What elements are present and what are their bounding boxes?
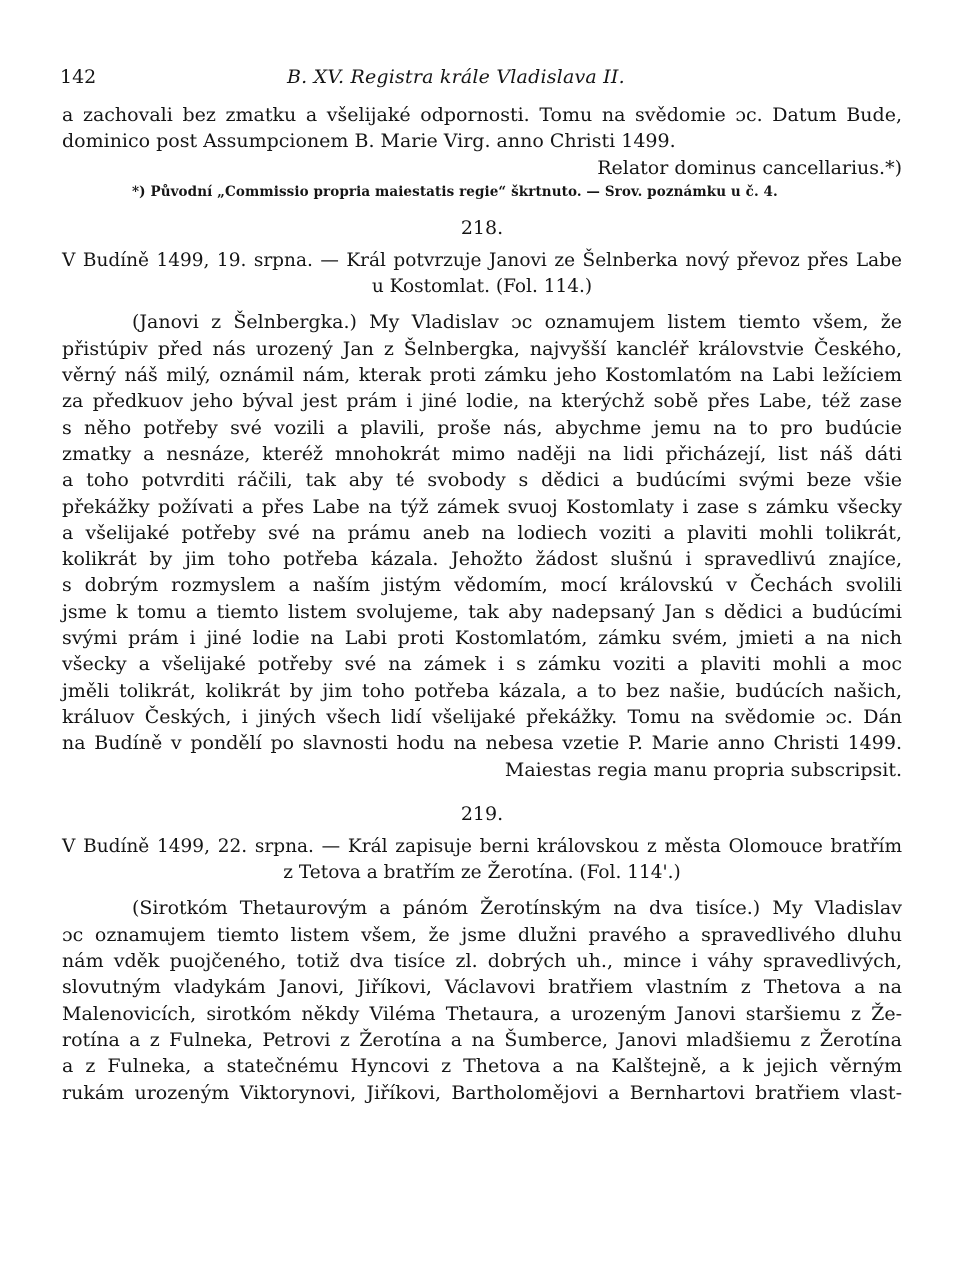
body-line: a z Fulneka, a statečnému Hyncovi z Thetova a na Kalštejně, a k jejich věrným [62, 1055, 902, 1078]
regest [62, 834, 902, 887]
body-line: jsme k tomu a tiemto listem svolujeme, tak aby nadepsaný Jan s dědici a budúcími [62, 600, 902, 623]
body-line: za předkuov jeho býval jest prám i jiné lodie, na kterýchž sobě přes Labe, též zase [62, 390, 902, 413]
body-line: ɔc oznamujem tiemto listem všem, že jsme dlužni pravého a spravedlivého dluhu [62, 923, 902, 946]
body-line: slovutným vladykám Janovi, Jiříkovi, Václavovi bratřiem vlastním z Thetova a na [62, 976, 902, 999]
body-line: věrný náš milý, oznámil nám, kterak proti zámku jeho Kostomlatóm na Labi ležíciem [62, 364, 902, 387]
body-line: králuov Českých, i jiných všech lidí všelijaké překážky. Tomu na svědomie ɔc. Dán [62, 705, 902, 728]
section-continuation [62, 102, 902, 203]
book-page [62, 60, 902, 1106]
regest-line: z Tetova a bratřím ze Žerotína. (Fol. 114'.) [283, 862, 681, 884]
body-line: (Sirotkóm Thetaurovým a pánóm Žerotínským na dva tisíce.) My Vladislav [132, 897, 902, 920]
regest-line: V Budíně 1499, 19. srpna. — Král potvrzuje Janovi ze Šelnberka nový převoz přes Labe [62, 249, 902, 271]
document-number: 219. [460, 802, 504, 825]
body-line: svými prám i jiné lodie na Labi proti Kostomlatóm, zámku svém, jmieti a na nich [62, 627, 902, 650]
relator-line: Relator dominus cancellarius.*) [597, 156, 902, 179]
body-line: na Budíně v pondělí po slavnosti hodu na nebesa vzetie P. Marie anno Christi 1499. [62, 732, 902, 755]
regest [62, 248, 902, 301]
body-line: a všelijaké potřeby své na prámu aneb na lodiech voziti a plaviti mohli tolikrát, [62, 521, 902, 544]
body-line: a zachovali bez zmatku a všelijaké odpornosti. Tomu na svědomie ɔc. Datum Bude, [62, 104, 902, 126]
regest-line: V Budíně 1499, 22. srpna. — Král zapisuje berni královskou z města Olomouce bratřím [62, 835, 902, 857]
body-line: rukám urozeným Viktorynovi, Jiříkovi, Bartholomějovi a Bernhartovi bratřiem vlast- [62, 1081, 902, 1104]
page-number: 142 [60, 66, 97, 88]
body-line: rotína a z Fulneka, Petrovi z Žerotína a na Šumberce, Janovi mladšiemu z Žerotína [62, 1028, 902, 1051]
regest-line: u Kostomlat. (Fol. 114.) [371, 276, 593, 298]
document-text [62, 309, 902, 782]
body-line: s něho potřeby své vozili a plavili, proše nás, abychme jemu na to pro budúcie [62, 416, 902, 439]
body-line: všecky a všelijaké potřeby své na zámek i s zámku voziti a plaviti mohli a moc [62, 653, 902, 676]
document-219 [62, 801, 902, 1106]
body-line: (Janovi z Šelnbergka.) My Vladislav ɔc oznamujem listem tiemto všem, že [132, 311, 902, 334]
footnote: *) Původní „Commissio propria maiestatis regie“ škrtnuto. — Srov. poznámku u č. 4. [132, 183, 778, 200]
running-head [62, 60, 902, 90]
body-line: nám vděk puojčeného, totiž dva tisíce zl. dobrých uh., mince i váhy spravedlivých, [62, 950, 902, 973]
document-number: 218. [460, 216, 504, 239]
body-line: s dobrým rozmyslem a naším jistým vědomím, mocí královskú v Čechách svolili [62, 574, 902, 597]
document-218 [62, 215, 902, 783]
body-line: překážky požívati a přes Labe na týž zámek svuoj Kostomlaty i zase s zámku všecky [62, 495, 902, 518]
subscription-line: Maiestas regia manu propria subscripsit. [504, 758, 902, 781]
body-line: kolikrát by jim toho potřeba kázala. Jehožto žádost slušnú i spravedlivú znajíce, [62, 548, 902, 571]
body-line: přistúpiv před nás urozený Jan z Šelnbergka, najvyšší kancléř královstvie Českého, [62, 337, 902, 360]
body-line: a toho potvrditi ráčili, tak aby té svobody s dědici a budúcími svými beze všie [62, 469, 902, 492]
body-line: dominico post Assumpcionem B. Marie Virg. anno Christi 1499. [62, 130, 676, 153]
body-line: Malenovicích, sirotkóm někdy Viléma Thetaura, a urozeným Janovi staršiemu z Že- [62, 1002, 902, 1025]
running-title: B. XV. Registra krále Vladislava II. [287, 66, 625, 88]
body-line: jměli tolikrát, kolikrát by jim toho potřeba kázala, a to bez našie, budúcích našich, [62, 679, 902, 702]
body-line: zmatky a nesnáze, kteréž mnohokrát mimo naději na lidi přicházejí, list náš dáti [62, 442, 902, 465]
document-text [62, 895, 902, 1105]
